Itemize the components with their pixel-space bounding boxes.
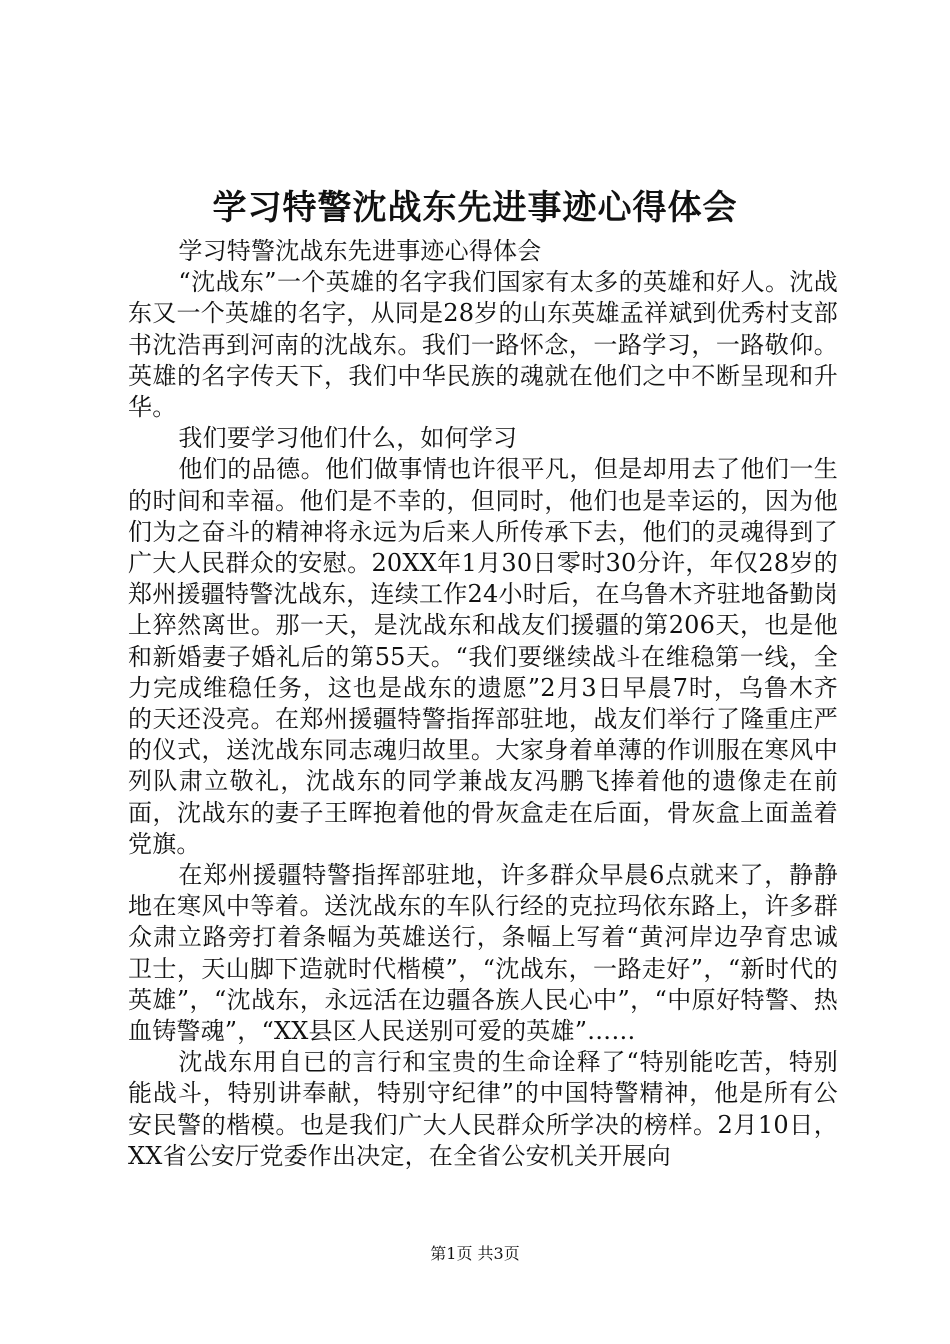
paragraph-virtue: 他们的品德。他们做事情也许很平凡，但是却用去了他们一生的时间和幸福。他们是不幸的，但同时，他们也是幸运的，因为他们为之奋斗的精神将永远为后来人所传承下去，他们的灵魂得到了广大人民群众的安慰。20XX年1月30日零时30分许，年仅28岁的郑州援疆特警沈战东，连续工作24小时后，在乌鲁木齐驻地备勤岗上猝然离世。那一天，是沈战东和战友们援疆的第206天，也是他和新婚妻子婚礼后的第55天。“我们要继续战斗在维稳第一线，全力完成维稳任务，这也是战东的遗愿”2月3日早晨7时，乌鲁木齐的天还没亮。在郑州援疆特警指挥部驻地，战友们举行了隆重庄严的仪式，送沈战东同志魂归故里。大家身着单薄的作训服在寒风中列队肃立敬礼，沈战东的同学兼战友冯鹏飞捧着他的遗像走在前面，沈战东的妻子王晖抱着他的骨灰盒走在后面，骨灰盒上面盖着党旗。 <box>128 455 838 858</box>
document-title: 学习特警沈战东先进事迹心得体会 <box>212 188 738 228</box>
document-body <box>128 236 838 1172</box>
paragraph-subtitle: 学习特警沈战东先进事迹心得体会 <box>178 237 542 265</box>
paragraph-intro: “沈战东”一个英雄的名字我们国家有太多的英雄和好人。沈战东又一个英雄的名字，从同是28岁的山东英雄孟祥斌到优秀村支部书沈浩再到河南的沈战东。我们一路怀念，一路学习，一路敬仰。英雄的名字传天下，我们中华民族的魂就在他们之中不断呈现和升华。 <box>128 268 838 422</box>
paragraph-farewell: 在郑州援疆特警指挥部驻地，许多群众早晨6点就来了，静静地在寒风中等着。送沈战东的车队行经的克拉玛依东路上，许多群众肃立路旁打着条幅为英雄送行，条幅上写着“黄河岸边孕育忠诚卫士，天山脚下造就时代楷模”，“沈战东，一路走好”，“新时代的英雄”，“沈战东，永远活在边疆各族人民心中”，“中原好特警、热血铸警魂”，“XX县区人民送别可爱的英雄”…… <box>128 861 838 1046</box>
paragraph-spirit: 沈战东用自已的言行和宝贵的生命诠释了“特别能吃苦，特别能战斗，特别讲奉献，特别守纪律”的中国特警精神，他是所有公安民警的楷模。也是我们广大人民群众所学决的榜样。2月10日，XX省公安厅党委作出决定，在全省公安机关开展向 <box>128 1048 838 1170</box>
page-footer: 第1页 共3页 <box>430 1244 520 1263</box>
paragraph-question: 我们要学习他们什么，如何学习 <box>178 424 518 453</box>
